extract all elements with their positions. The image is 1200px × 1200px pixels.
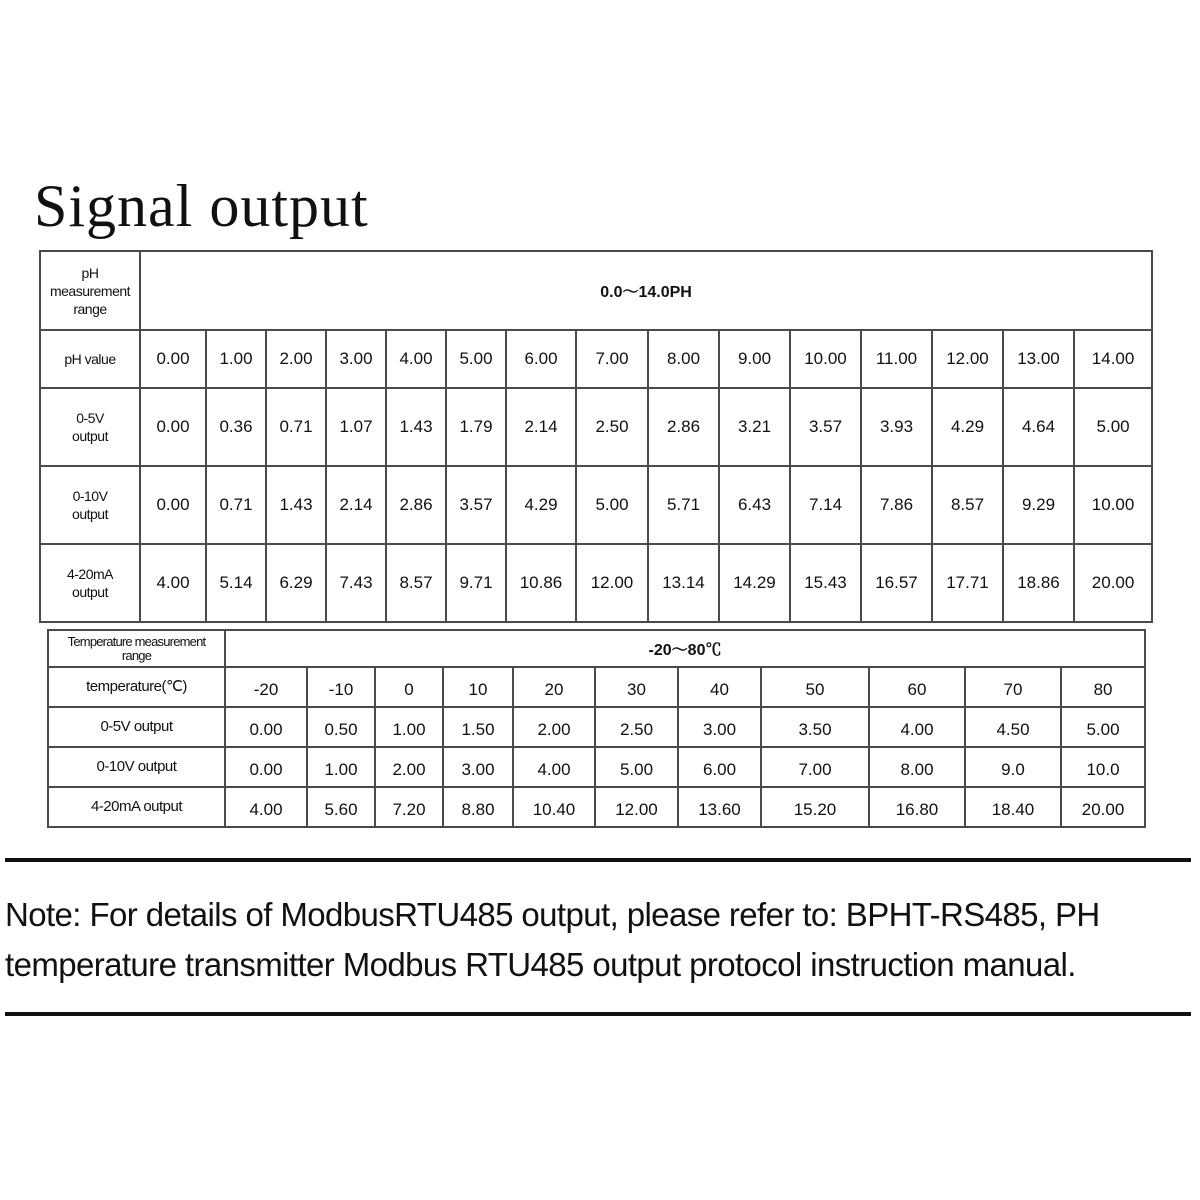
ph-4-20ma-row: [40, 544, 1152, 622]
table-cell: 0.00: [225, 747, 307, 787]
table-cell: 1.50: [443, 707, 513, 747]
table-cell: 2.50: [576, 388, 648, 466]
table-cell: 1.00: [307, 747, 375, 787]
ph-range-label: pH measurement range: [40, 251, 140, 330]
table-cell: 5.00: [576, 466, 648, 544]
table-cell: 16.80: [869, 787, 965, 827]
table-cell: 0.00: [140, 330, 206, 388]
table-cell: 10.40: [513, 787, 595, 827]
table-cell: 2.50: [595, 707, 678, 747]
table-cell: 0.71: [266, 388, 326, 466]
table-cell: 4.00: [513, 747, 595, 787]
temperature-signal-table: [47, 629, 1146, 828]
table-cell: 0.00: [225, 707, 307, 747]
temp-0-5v-label: 0-5V output: [48, 707, 225, 747]
table-cell: 9.29: [1003, 466, 1074, 544]
table-cell: 6.00: [678, 747, 761, 787]
table-cell: 3.00: [443, 747, 513, 787]
page-title: Signal output: [34, 173, 369, 239]
table-cell: 10.00: [1074, 466, 1152, 544]
note-text: [5, 890, 1191, 990]
table-cell: 1.79: [446, 388, 506, 466]
table-cell: 8.00: [869, 747, 965, 787]
table-cell: 4.29: [506, 466, 576, 544]
table-cell: 1.07: [326, 388, 386, 466]
table-cell: 3.50: [761, 707, 869, 747]
table-cell: 5.00: [595, 747, 678, 787]
table-cell: 80: [1061, 667, 1145, 707]
table-cell: 4.00: [869, 707, 965, 747]
table-cell: 8.57: [386, 544, 446, 622]
table-cell: 4.00: [225, 787, 307, 827]
table-cell: 0.50: [307, 707, 375, 747]
table-cell: 20.00: [1061, 787, 1145, 827]
table-cell: 0: [375, 667, 443, 707]
ph-range-value: 0.0～14.0PH: [140, 251, 1152, 330]
table-cell: 18.40: [965, 787, 1061, 827]
temp-0-10v-label: 0-10V output: [48, 747, 225, 787]
table-cell: 9.71: [446, 544, 506, 622]
table-cell: 20.00: [1074, 544, 1152, 622]
table-cell: 70: [965, 667, 1061, 707]
table-cell: 8.57: [932, 466, 1003, 544]
ph-0-5v-row: [40, 388, 1152, 466]
table-cell: 40: [678, 667, 761, 707]
table-cell: 4.64: [1003, 388, 1074, 466]
table-cell: 3.93: [861, 388, 932, 466]
table-cell: 7.20: [375, 787, 443, 827]
table-cell: 7.00: [761, 747, 869, 787]
table-cell: 4.50: [965, 707, 1061, 747]
table-cell: 8.80: [443, 787, 513, 827]
table-cell: 20: [513, 667, 595, 707]
table-cell: 30: [595, 667, 678, 707]
table-cell: 1.43: [386, 388, 446, 466]
table-cell: 2.00: [513, 707, 595, 747]
table-cell: 14.00: [1074, 330, 1152, 388]
table-cell: 0.36: [206, 388, 266, 466]
table-cell: -20: [225, 667, 307, 707]
table-cell: -10: [307, 667, 375, 707]
note-line-1: Note: For details of ModbusRTU485 output, please refer to: BPHT-RS485, PH: [5, 896, 1100, 933]
table-cell: 2.14: [326, 466, 386, 544]
table-cell: 6.00: [506, 330, 576, 388]
table-cell: 7.00: [576, 330, 648, 388]
table-cell: 9.00: [719, 330, 790, 388]
ph-signal-table: [39, 250, 1153, 623]
table-cell: 50: [761, 667, 869, 707]
temp-0-5v-row: [48, 707, 1145, 747]
table-cell: 9.0: [965, 747, 1061, 787]
temp-0-10v-row: [48, 747, 1145, 787]
table-cell: 7.43: [326, 544, 386, 622]
top-divider: [5, 858, 1191, 862]
table-cell: 3.57: [446, 466, 506, 544]
temp-range-row: [48, 630, 1145, 667]
bottom-divider: [5, 1012, 1191, 1016]
temp-range-label: Temperature measurement range: [48, 630, 225, 667]
ph-0-5v-label: 0-5V output: [40, 388, 140, 466]
table-cell: 4.00: [140, 544, 206, 622]
table-cell: 12.00: [595, 787, 678, 827]
table-cell: 10: [443, 667, 513, 707]
table-cell: 15.20: [761, 787, 869, 827]
table-cell: 8.00: [648, 330, 719, 388]
table-cell: 10.00: [790, 330, 861, 388]
temp-4-20ma-row: [48, 787, 1145, 827]
ph-value-row: [40, 330, 1152, 388]
table-cell: 7.14: [790, 466, 861, 544]
table-cell: 13.60: [678, 787, 761, 827]
table-cell: 16.57: [861, 544, 932, 622]
table-cell: 5.71: [648, 466, 719, 544]
table-cell: 1.00: [206, 330, 266, 388]
table-cell: 2.86: [648, 388, 719, 466]
table-cell: 3.57: [790, 388, 861, 466]
ph-4-20ma-label: 4-20mA output: [40, 544, 140, 622]
ph-0-10v-row: [40, 466, 1152, 544]
table-cell: 4.00: [386, 330, 446, 388]
table-cell: 3.00: [326, 330, 386, 388]
ph-0-10v-label: 0-10V output: [40, 466, 140, 544]
table-cell: 14.29: [719, 544, 790, 622]
table-cell: 17.71: [932, 544, 1003, 622]
ph-range-row: [40, 251, 1152, 330]
table-cell: 2.00: [375, 747, 443, 787]
table-cell: 3.00: [678, 707, 761, 747]
table-cell: 5.00: [446, 330, 506, 388]
table-cell: 11.00: [861, 330, 932, 388]
table-cell: 3.21: [719, 388, 790, 466]
table-cell: 1.43: [266, 466, 326, 544]
table-cell: 10.86: [506, 544, 576, 622]
table-cell: 0.00: [140, 388, 206, 466]
table-cell: 18.86: [1003, 544, 1074, 622]
table-cell: 5.60: [307, 787, 375, 827]
table-cell: 2.86: [386, 466, 446, 544]
table-cell: 60: [869, 667, 965, 707]
temp-value-row: [48, 667, 1145, 707]
ph-value-label: pH value: [40, 330, 140, 388]
table-cell: 13.14: [648, 544, 719, 622]
table-cell: 15.43: [790, 544, 861, 622]
table-cell: 4.29: [932, 388, 1003, 466]
table-cell: 6.29: [266, 544, 326, 622]
temp-4-20ma-label: 4-20mA output: [48, 787, 225, 827]
table-cell: 5.00: [1074, 388, 1152, 466]
table-cell: 12.00: [932, 330, 1003, 388]
table-cell: 6.43: [719, 466, 790, 544]
table-cell: 5.00: [1061, 707, 1145, 747]
temp-range-value: -20～80℃: [225, 630, 1145, 667]
note-line-2: temperature transmitter Modbus RTU485 output protocol instruction manual.: [5, 946, 1076, 983]
table-cell: 0.71: [206, 466, 266, 544]
table-cell: 12.00: [576, 544, 648, 622]
table-cell: 13.00: [1003, 330, 1074, 388]
table-cell: 10.0: [1061, 747, 1145, 787]
table-cell: 7.86: [861, 466, 932, 544]
table-cell: 0.00: [140, 466, 206, 544]
temp-value-label: temperature(℃): [48, 667, 225, 707]
table-cell: 1.00: [375, 707, 443, 747]
table-cell: 2.14: [506, 388, 576, 466]
table-cell: 5.14: [206, 544, 266, 622]
table-cell: 2.00: [266, 330, 326, 388]
